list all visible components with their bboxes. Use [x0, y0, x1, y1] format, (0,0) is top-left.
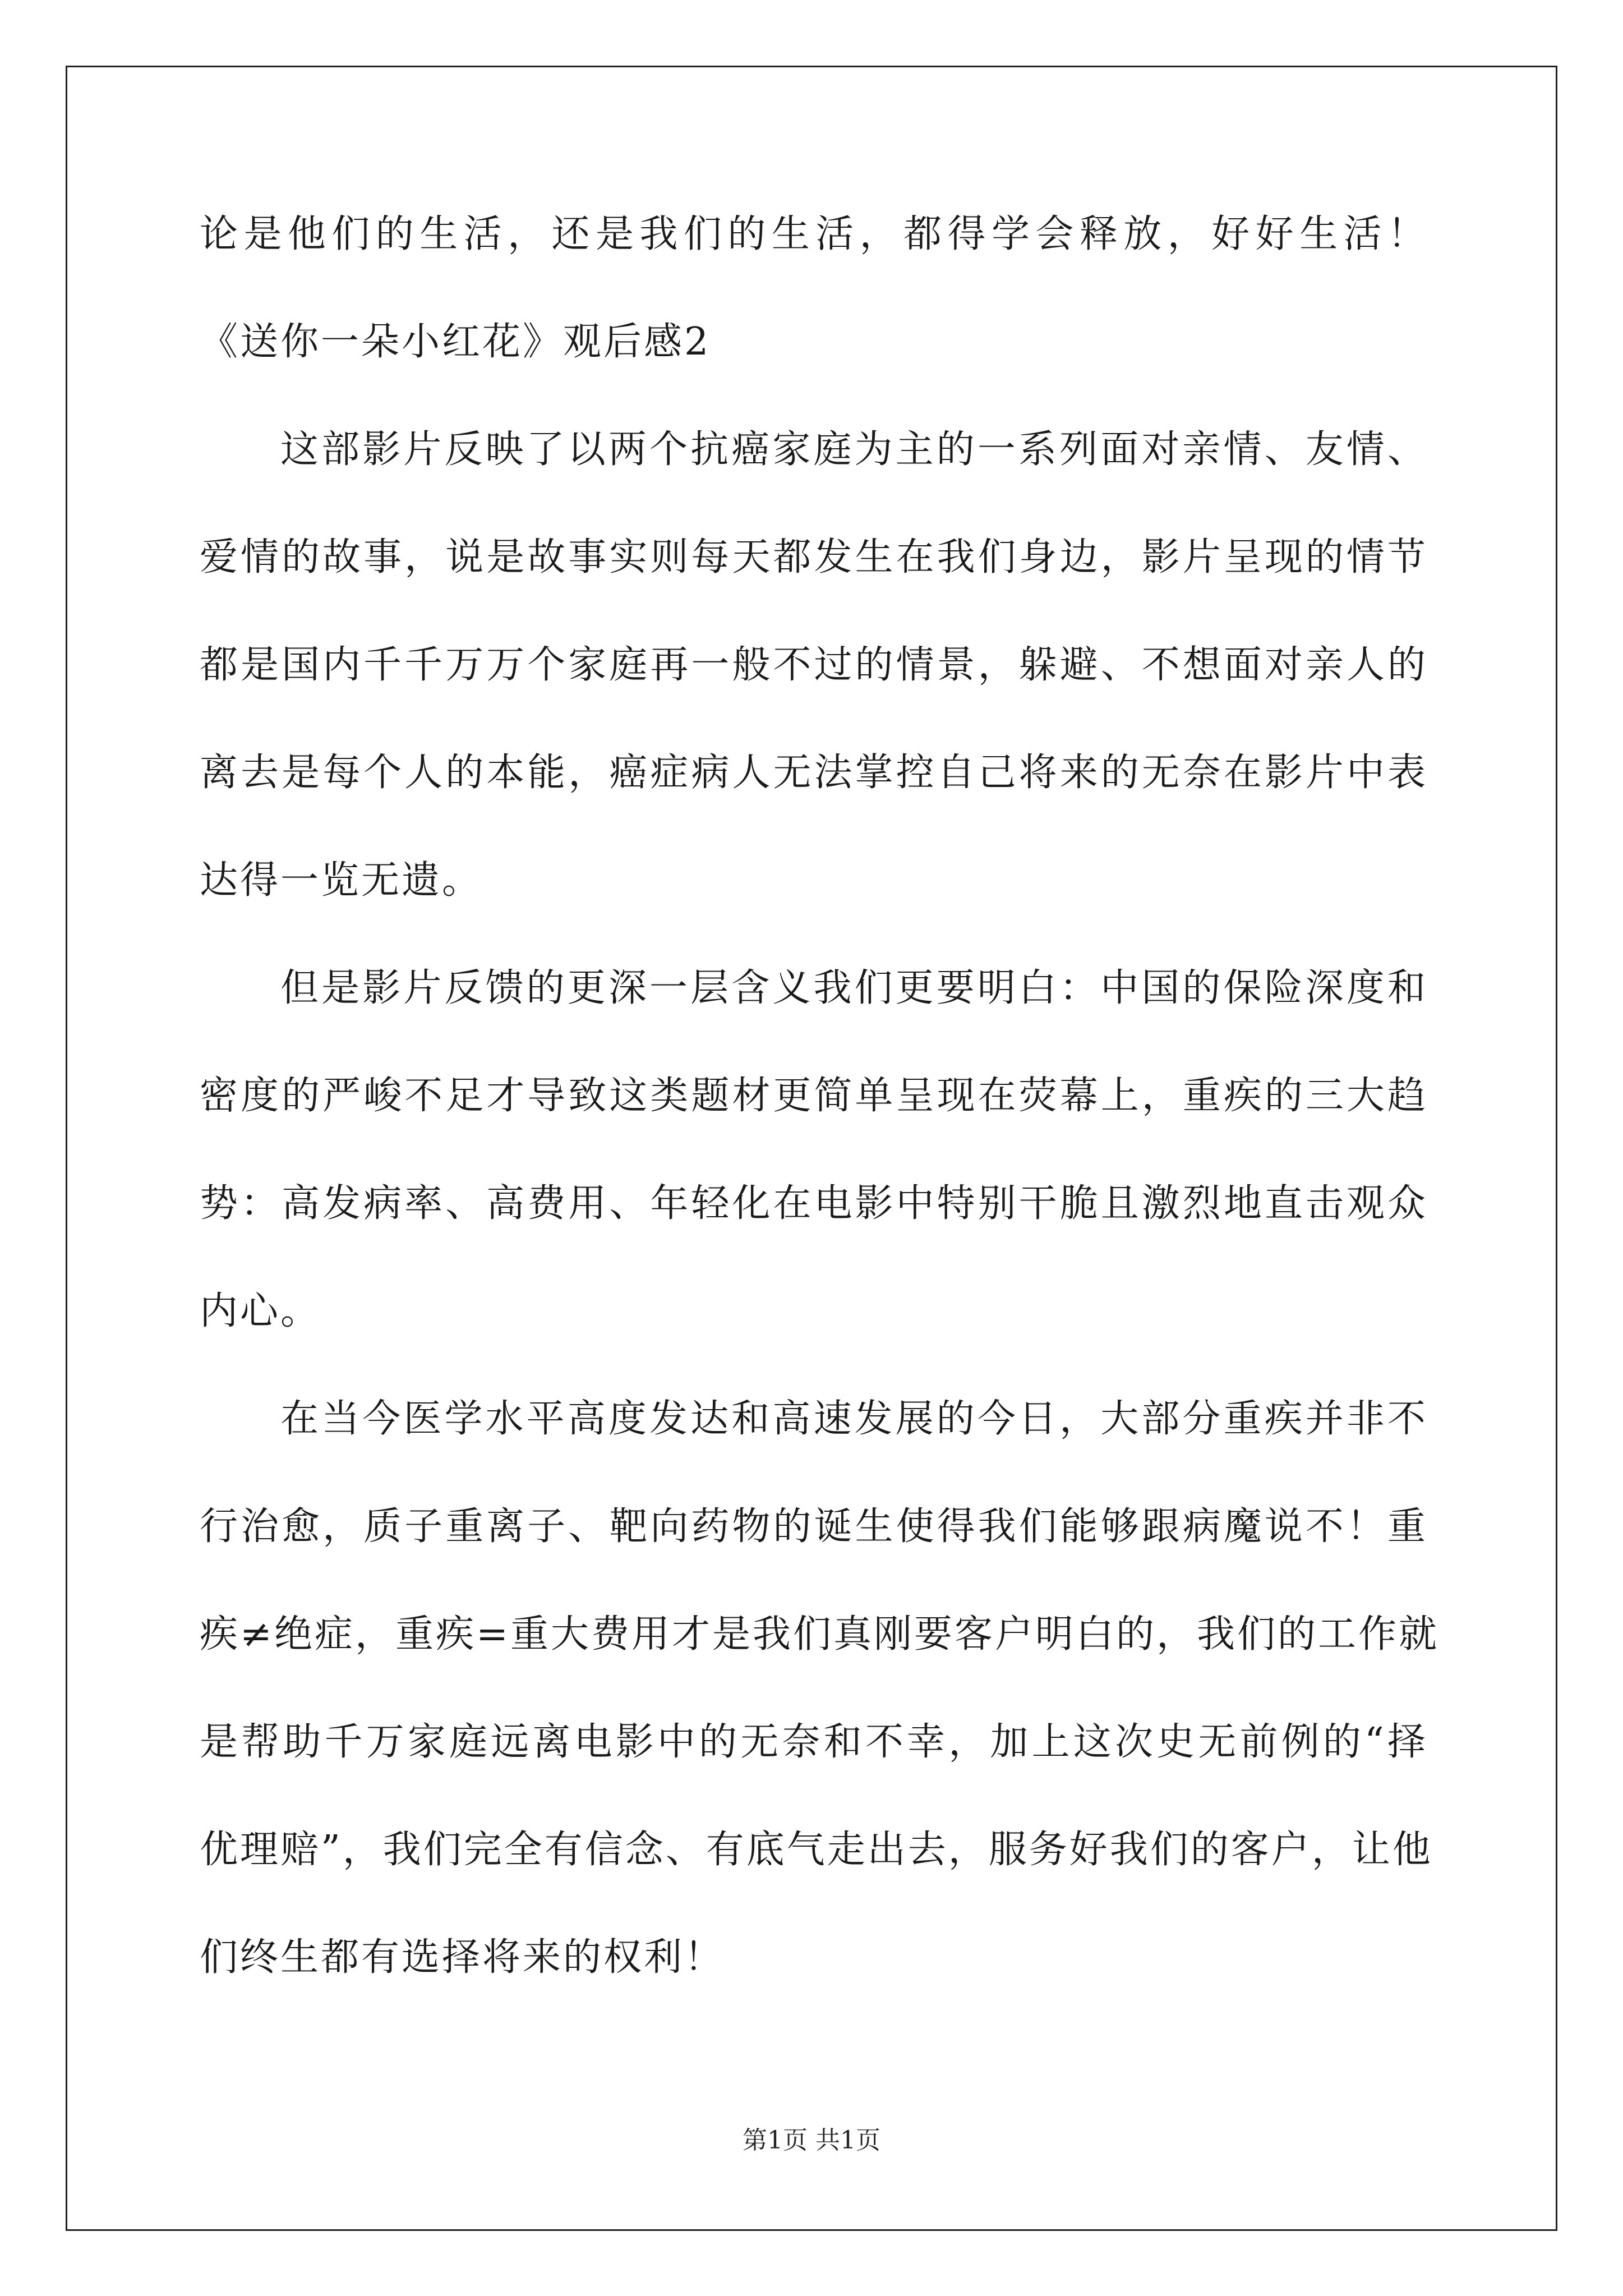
- text-line: 疾≠绝症，重疾=重大费用才是我们真刚要客户明白的，我们的工作就: [200, 1612, 1439, 1657]
- document-body: [200, 208, 1439, 2039]
- text-line: 势：高发病率、高费用、年轻化在电影中特别干脆且激烈地直击观众: [200, 1181, 1428, 1226]
- text-line: 在当今医学水平高度发达和高速发展的今日，大部分重疾并非不: [280, 1397, 1428, 1441]
- text-line: 行治愈，质子重离子、靶向药物的诞生使得我们能够跟病魔说不！重: [200, 1504, 1428, 1549]
- text-line: 都是国内千千万万个家庭再一般不过的情景，躲避、不想面对亲人的: [200, 643, 1428, 687]
- text-line: 但是影片反馈的更深一层含义我们更要明白：中国的保险深度和: [280, 966, 1428, 1010]
- text-line: 内心。: [200, 1289, 321, 1333]
- text-line: 优理赔”，我们完全有信念、有底气走出去，服务好我们的客户，让他: [200, 1828, 1433, 1872]
- text-line: 离去是每个人的本能，癌症病人无法掌控自己将来的无奈在影片中表: [200, 751, 1428, 795]
- text-line: 爱情的故事，说是故事实则每天都发生在我们身边，影片呈现的情节: [200, 535, 1428, 579]
- page-number-footer: 第1页 共1页: [743, 2126, 880, 2155]
- text-line: 密度的严峻不足才导致这类题材更简单呈现在荧幕上，重疾的三大趋: [200, 1074, 1428, 1118]
- text-line: 这部影片反映了以两个抗癌家庭为主的一系列面对亲情、友情、: [280, 427, 1428, 472]
- text-line: 是帮助千万家庭远离电影中的无奈和不幸，加上这次史无前例的“择: [200, 1720, 1428, 1764]
- text-line: 达得一览无遗。: [200, 858, 483, 903]
- text-line: 们终生都有选择将来的权利！: [200, 1935, 725, 1980]
- text-line: 论是他们的生活，还是我们的生活，都得学会释放，好好生活！: [200, 212, 1428, 256]
- section-heading: 《送你一朵小红花》观后感2: [200, 320, 711, 364]
